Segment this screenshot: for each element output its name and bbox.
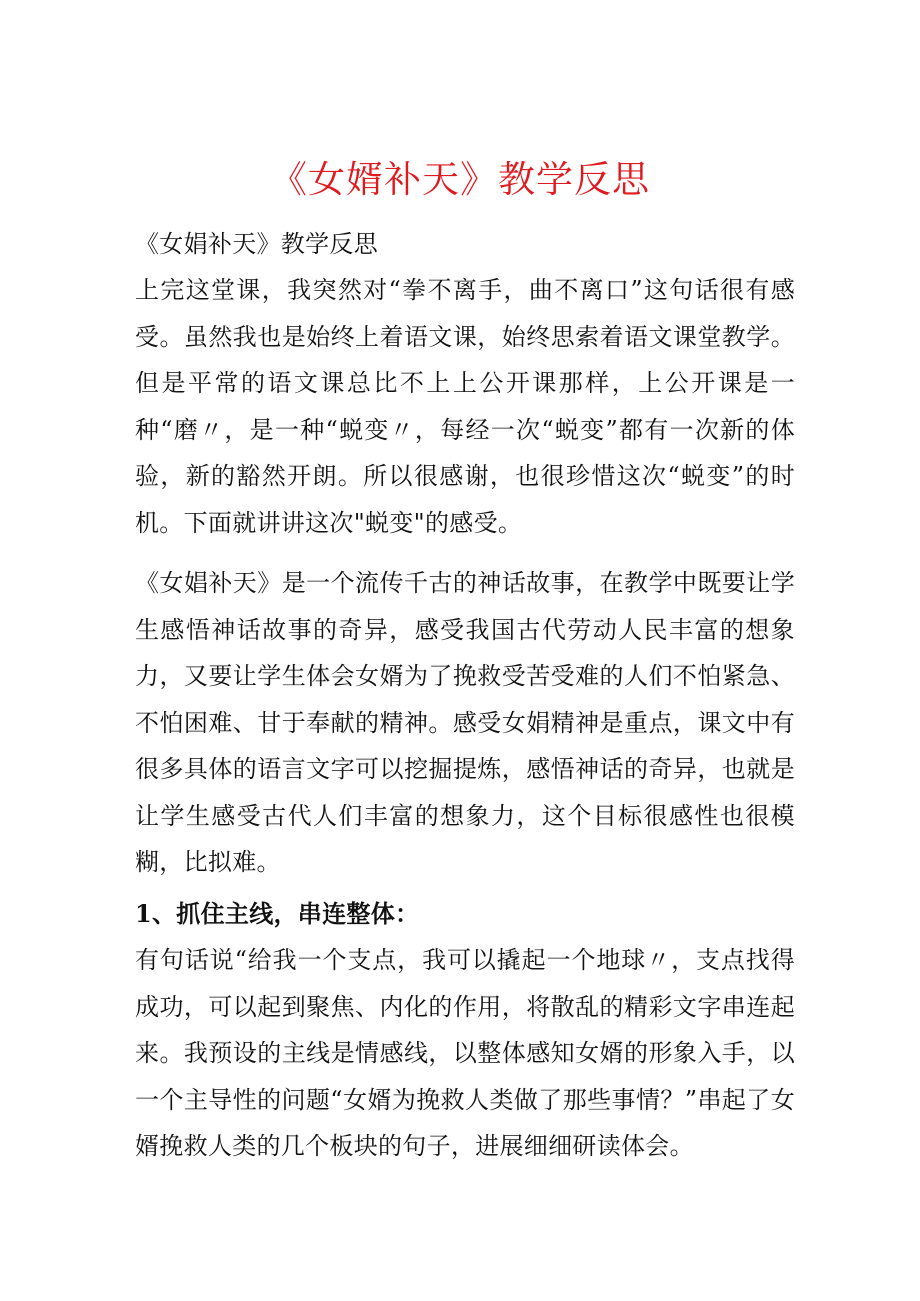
paragraph-mainline: 有句话说“给我一个支点，我可以撬起一个地球〃，支点找得成功，可以起到聚焦、内化的作用，将散乱的精彩文字串连起来。我预设的主线是情感线，以整体感知女婿的形象入手，以一个主导性的问题“女婿为挽救人类做了那些事情？”串起了女婿挽救人类的几个板块的句子，进展细细研读体会。: [135, 946, 795, 1160]
document-title: 《女婿补天》教学反思: [270, 158, 650, 201]
document-subtitle: 《女娟补天》教学反思: [135, 230, 378, 258]
paragraph-story: 《女娼补天》是一个流传千古的神话故事，在教学中既要让学生感悟神话故事的奇异，感受我国古代劳动人民丰富的想象力，又要让学生体会女婿为了挽救受苦受难的人们不怕紧急、不怕困难、甘于奉献的精神。感受女娟精神是重点，课文中有很多具体的语言文字可以挖掘提炼，感悟神话的奇异，也就是让学生感受古代人们丰富的想象力，这个目标很感性也很模糊，比拟难。: [135, 569, 795, 876]
paragraph-intro: 上完这堂课，我突然对“拳不离手，曲不离口”这句话很有感受。虽然我也是始终上着语文课，始终思索着语文课堂教学。但是平常的语文课总比不上上公开课那样，上公开课是一种“磨〃，是一种“蜕变〃，每经一次“蜕变”都有一次新的体验，新的豁然开朗。所以很感谢，也很珍惜这次“蜕变”的时机。下面就讲讲这次"蜕变"的感受。: [135, 276, 795, 537]
section-heading: 1、抓住主线，串连整体：: [135, 899, 420, 928]
